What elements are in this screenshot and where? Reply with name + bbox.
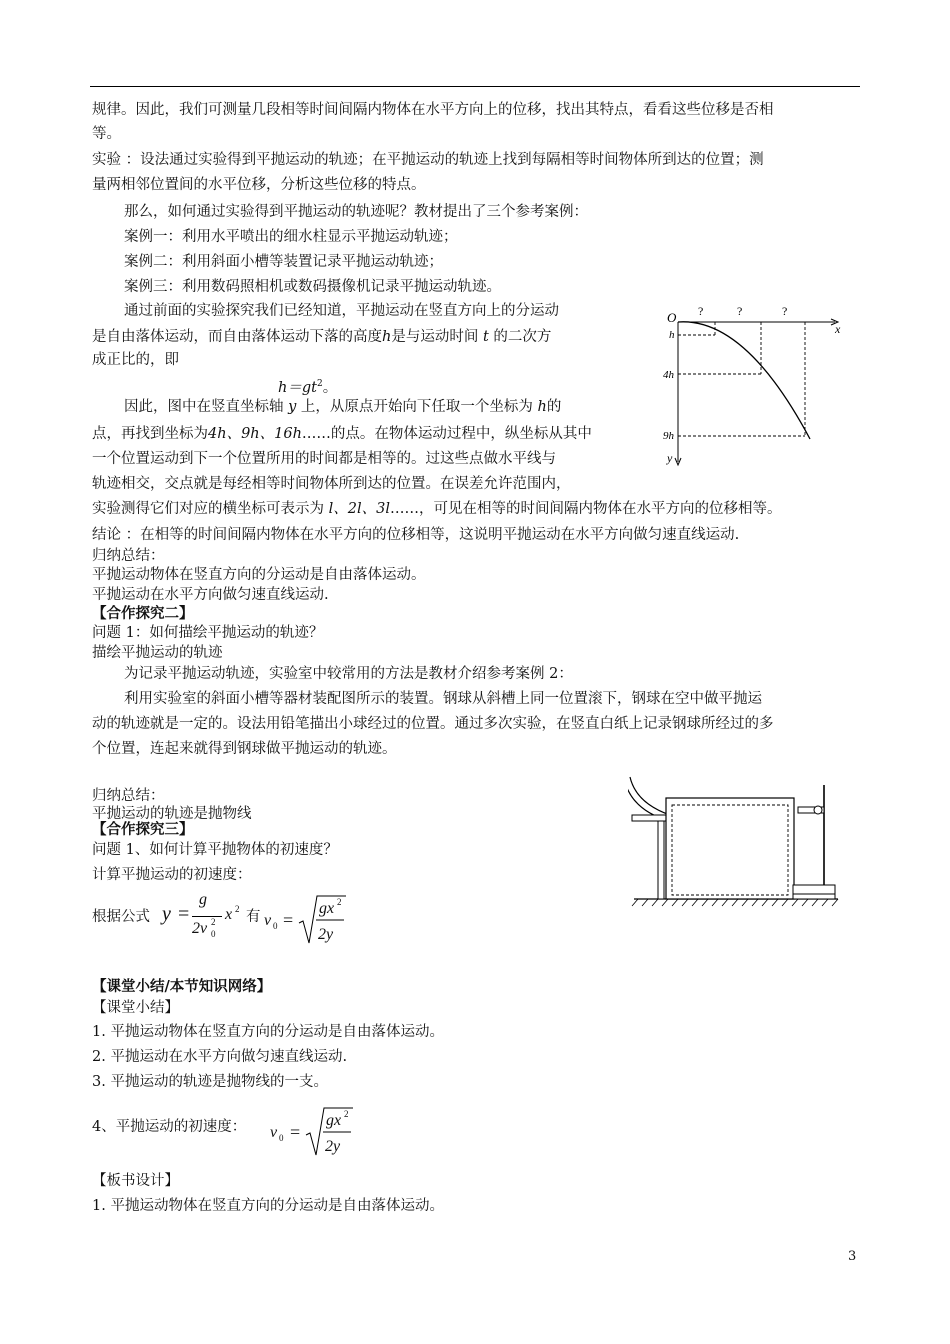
question-mark: ? bbox=[782, 304, 788, 318]
document-page: 规律。因此，我们可测量几段相等时间间隔内物体在水平方向上的位移，找出其特点，看看这些位移是否相 等。 实验 ：设法通过实验得到平抛运动的轨迹；在平抛运动的轨迹上找到每隔相等时间物体所到达的位置；测 量两相邻位置间的水平位移，分析这些位移的特点。 那么，如何通过实验得到平抛运动的轨迹呢？教材提出了三个参考案例： 案例一：利用水平喷出的细水柱显示平抛运动轨迹； 案例二：利用斜面小槽等装置记录平抛运动轨迹； 案例三：利用数码照相机或数码摄像机记录平抛运动轨迹。 通过前面的实验探究我们已经知道，平抛运动在竖直方向上的分运动 是自由落体运动，而自由落体运动下落的高度h是与运动时间 t 的二次方 成正比的，即 $h=gt^2$。 因此，图中在竖直坐标轴 y 上，从原点开始向下任取一个坐标为 h的 点，再找到坐标为4h、9h、16h……的点。在物体运动过程中，纵坐标从其中 一个位置运动到下一个位置所用的时间都是相等的。过这些点做水平线与 轨迹相交，交点就是每经相等时间物体所到达的位置。在误差允许范围内， 实验测得它们对应的横坐标可表示为 l、2l、3l……，可见在相等的时间间隔内物体在水平方向的位移相等。 结论 ：在相等的时间间隔内物体在水平方向的位移相等，这说明平抛运动在水平方向做匀速直线运动. 归纳总结： 平抛运动物体在竖直方向的分运动是自由落体运动。 平抛运动在水平方向做匀速直线运动. 【合作探究二】 问题 1：如何描绘平抛运动的轨迹？ 描绘平抛运动的轨迹 为记录平抛运动轨迹，实验室中较常用的方法是教材介绍参考案例 2： 利用实验室的斜面小槽等器材装配图所示的装置。钢球从斜槽上同一位置滚下，钢球在空中做平抛运 动的轨迹就是一定的。设法用铅笔描出小球经过的位置。通过多次实验，在竖直白纸上记录钢球所经过的多 个位置，连起来就得到钢球做平抛运动的轨迹。 归纳总结： 平抛运动的轨迹是抛物线 【合作探究三】 问题 1、如何计算平抛物体的初速度？ 计算平抛运动的初速度： 根据公式 y = g 2v 2 0 x 2 有 v 0 = gx 2 2y 【课堂小结/本节知识网络】 【课堂小结】 1. 平抛运动物体在竖直方向的分运动是自由落体运动。 2. 平抛运动在水平方向做匀速直线运动. 3. 平抛运动的轨迹是抛物线的一支。 4、平抛运动的初速度： v 0 = gx 2 2y 【板书设计】 1. 平抛运动物体在竖直方向的分运动是自由落体运动。 3 O ? ? ? x y h 4h 9h bbox=[0, 0, 950, 1344]
paragraph-line: 成正比的，即 bbox=[92, 352, 179, 368]
tick-label: 9h bbox=[663, 430, 674, 442]
origin-label: O bbox=[667, 310, 677, 325]
summary-heading: 归纳总结： bbox=[92, 548, 165, 564]
paragraph-line: 动的轨迹就是一定的。设法用铅笔描出小球经过的位置。通过多次实验，在竖直白纸上记录钢球所经过的多 bbox=[92, 716, 774, 732]
conclusion-line: 结论 ：在相等的时间间隔内物体在水平方向的位移相等，这说明平抛运动在水平方向做匀速直线运动. bbox=[92, 527, 740, 543]
paragraph-line: 描绘平抛运动的轨迹 bbox=[92, 645, 223, 661]
page-number: 3 bbox=[848, 1249, 857, 1264]
fraction-bar bbox=[192, 916, 222, 917]
paragraph-line: 轨迹相交，交点就是每经相等时间物体所到达的位置。在误差允许范围内， bbox=[92, 476, 571, 492]
paragraph-line: 那么，如何通过实验得到平抛运动的轨迹呢？教材提出了三个参考案例： bbox=[124, 204, 588, 220]
chute-outer bbox=[630, 777, 670, 815]
paragraph-line: 为记录平抛运动轨迹，实验室中较常用的方法是教材介绍参考案例 2： bbox=[124, 666, 573, 682]
formula-connector: 有 bbox=[246, 909, 261, 925]
apparatus-figure bbox=[628, 775, 848, 910]
question-line: 问题 1：如何描绘平抛运动的轨迹？ bbox=[92, 625, 324, 641]
header-rule bbox=[90, 86, 860, 87]
trajectory-curve bbox=[678, 322, 810, 439]
question-mark: ? bbox=[698, 304, 704, 318]
question-line: 问题 1、如何计算平抛物体的初速度？ bbox=[92, 842, 338, 858]
board-item: 1. 平抛运动物体在竖直方向的分运动是自由落体运动。 bbox=[92, 1198, 444, 1214]
paragraph-line: 个位置，连起来就得到钢球做平抛运动的轨迹。 bbox=[92, 741, 397, 757]
tick-label: h bbox=[669, 329, 675, 341]
drawing-board bbox=[666, 798, 794, 899]
summary-line: 平抛运动的轨迹是抛物线 bbox=[92, 806, 252, 822]
section-heading: 【合作探究三】 bbox=[92, 821, 194, 838]
paragraph-line: 点，再找到坐标为4h、9h、16h……的点。在物体运动过程中，纵坐标从其中 bbox=[92, 426, 592, 442]
summary-line: 平抛运动在水平方向做匀速直线运动. bbox=[92, 587, 329, 603]
paragraph-line: 利用实验室的斜面小槽等器材装配图所示的装置。钢球从斜槽上同一位置滚下，钢球在空中做平抛运 bbox=[124, 691, 762, 707]
sub-heading: 【板书设计】 bbox=[92, 1173, 179, 1189]
trajectory-graph bbox=[655, 302, 855, 472]
paragraph-line: 通过前面的实验探究我们已经知道，平抛运动在竖直方向上的分运动 bbox=[124, 303, 559, 319]
section-heading: 【合作探究二】 bbox=[92, 605, 194, 622]
stand-base bbox=[793, 885, 835, 894]
experiment-line: 实验 ：设法通过实验得到平抛运动的轨迹；在平抛运动的轨迹上找到每隔相等时间物体所到达的位置；测 bbox=[92, 152, 764, 168]
equation-h-gt2: $h=gt^2$。 bbox=[278, 379, 338, 396]
summary-item: 1. 平抛运动物体在竖直方向的分运动是自由落体运动。 bbox=[92, 1024, 444, 1040]
summary-heading: 归纳总结： bbox=[92, 788, 165, 804]
question-mark: ? bbox=[737, 304, 743, 318]
paragraph-line: 一个位置运动到下一个位置所用的时间都是相等的。过这些点做水平线与 bbox=[92, 451, 556, 467]
paragraph-line: 是自由落体运动，而自由落体运动下落的高度h是与运动时间 t 的二次方 bbox=[92, 329, 552, 345]
summary-item: 4、平抛运动的初速度： bbox=[92, 1119, 247, 1135]
case-two: 案例二：利用斜面小槽等装置记录平抛运动轨迹； bbox=[124, 254, 443, 270]
sub-heading: 【课堂小结】 bbox=[92, 1000, 179, 1016]
stand-foot bbox=[793, 894, 835, 899]
case-one: 案例一：利用水平喷出的细水柱显示平抛运动轨迹； bbox=[124, 229, 458, 245]
table-leg bbox=[658, 821, 664, 899]
section-heading: 【课堂小结/本节知识网络】 bbox=[92, 978, 272, 995]
paragraph-line: 实验测得它们对应的横坐标可表示为 l、2l、3l……，可见在相等的时间间隔内物体在水平方向的位移相等。 bbox=[92, 501, 782, 517]
summary-line: 平抛运动物体在竖直方向的分运动是自由落体运动。 bbox=[92, 567, 426, 583]
paragraph-line: 因此，图中在竖直坐标轴 y 上，从原点开始向下任取一个坐标为 h的 bbox=[124, 399, 562, 415]
tick-label: 4h bbox=[663, 369, 674, 381]
x-axis-label: x bbox=[835, 322, 841, 336]
summary-item: 3. 平抛运动的轨迹是抛物线的一支。 bbox=[92, 1074, 328, 1090]
formula-intro: 根据公式 bbox=[92, 909, 150, 925]
clamp-screw bbox=[814, 806, 822, 814]
paragraph-line: 计算平抛运动的初速度： bbox=[92, 867, 252, 883]
summary-item: 2. 平抛运动在水平方向做匀速直线运动. bbox=[92, 1049, 348, 1065]
paragraph-line: 量两相邻位置间的水平位移，分析这些位移的特点。 bbox=[92, 177, 426, 193]
case-three: 案例三：利用数码照相机或数码摄像机记录平抛运动轨迹。 bbox=[124, 279, 501, 295]
y-axis-label: y bbox=[667, 451, 673, 465]
paragraph-line: 规律。因此，我们可测量几段相等时间间隔内物体在水平方向上的位移，找出其特点，看看这些位移是否相 bbox=[92, 102, 774, 118]
paragraph-line: 等。 bbox=[92, 126, 121, 142]
ground-hatching bbox=[632, 899, 838, 906]
